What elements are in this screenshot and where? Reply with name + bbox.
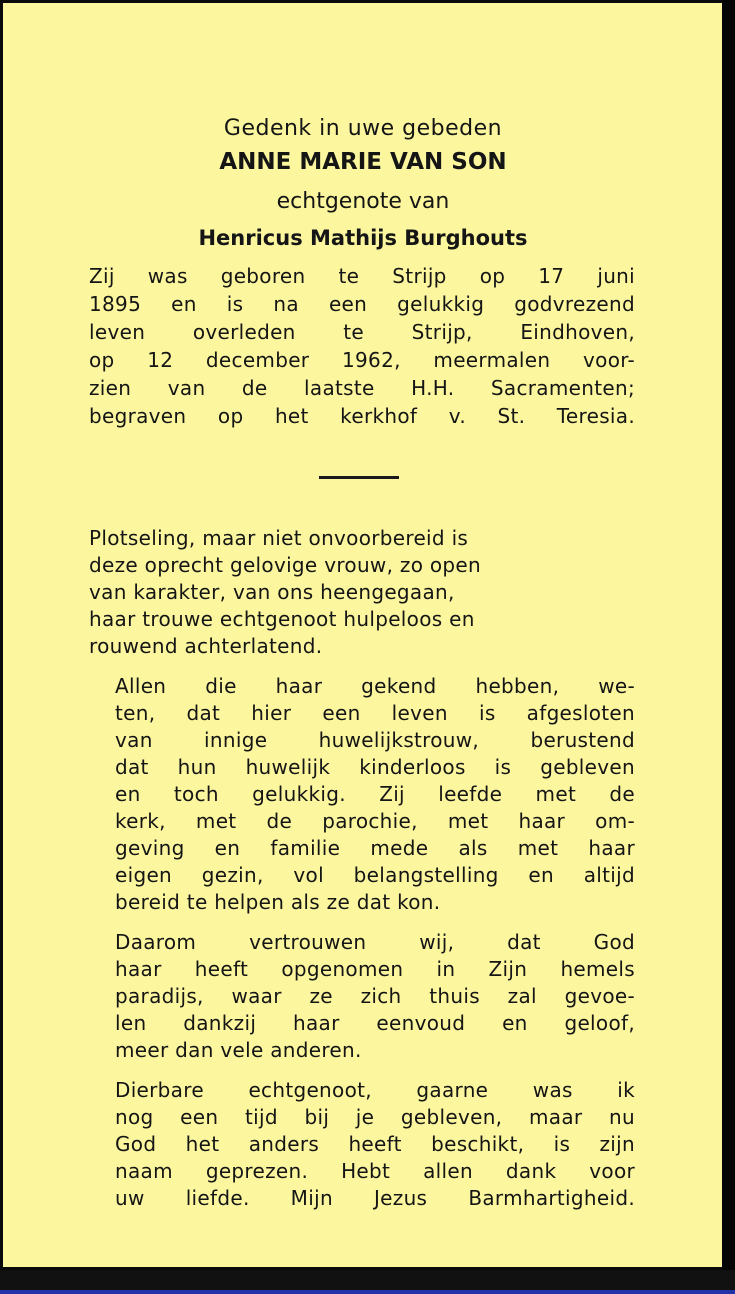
- text-line: Zij was geboren te Strijp op 17 juni: [89, 264, 635, 288]
- text-line: len dankzij haar eenvoud en geloof,: [115, 1011, 635, 1035]
- text-line: Dierbare echtgenoot, gaarne was ik: [115, 1078, 635, 1102]
- text-line: haar heeft opgenomen in Zijn hemels: [115, 957, 635, 981]
- deceased-name: ANNE MARIE VAN SON: [219, 149, 507, 175]
- tribute-paragraph: [89, 525, 635, 660]
- text-line: meer dan vele anderen.: [115, 1038, 362, 1062]
- text-line: Daarom vertrouwen wij, dat God: [115, 930, 635, 954]
- farewell-paragraph: [89, 1077, 635, 1212]
- text-line: ten, dat hier een leven is afgesloten: [115, 701, 635, 725]
- marriage-paragraph: [89, 673, 635, 916]
- text-line: eigen gezin, vol belangstelling en altijd: [115, 863, 635, 887]
- faith-paragraph: [89, 929, 635, 1064]
- text-line: 1895 en is na een gelukkig godvrezend: [89, 292, 635, 316]
- text-line: Allen die haar gekend hebben, we-: [115, 674, 635, 698]
- divider-rule: [319, 476, 399, 479]
- biography-paragraph: [89, 262, 635, 430]
- text-line: begraven op het kerkhof v. St. Teresia.: [89, 404, 635, 428]
- text-line: haar trouwe echtgenoot hulpeloos en: [89, 607, 475, 631]
- scan-border-bottom: [0, 1270, 735, 1294]
- memorial-card: [3, 3, 722, 1267]
- text-line: leven overleden te Strijp, Eindhoven,: [89, 320, 635, 344]
- relation-label: echtgenote van: [276, 189, 450, 214]
- text-line: zien van de laatste H.H. Sacramenten;: [89, 376, 635, 400]
- text-line: van karakter, van ons heengegaan,: [89, 580, 455, 604]
- scan-edge-blue: [0, 1290, 735, 1294]
- text-line: nog een tijd bij je gebleven, maar nu: [115, 1105, 635, 1129]
- text-line: bereid te helpen als ze dat kon.: [115, 890, 441, 914]
- text-line: deze oprecht gelovige vrouw, zo open: [89, 553, 482, 577]
- text-line: paradijs, waar ze zich thuis zal gevoe-: [115, 984, 635, 1008]
- text-line: naam geprezen. Hebt allen dank voor: [115, 1159, 635, 1183]
- text-line: kerk, met de parochie, met haar om-: [115, 809, 635, 833]
- text-line: en toch gelukkig. Zij leefde met de: [115, 782, 635, 806]
- text-line: op 12 december 1962, meermalen voor-: [89, 348, 635, 372]
- text-line: Plotseling, maar niet onvoorbereid is: [89, 526, 469, 550]
- text-line: van innige huwelijkstrouw, berustend: [115, 728, 635, 752]
- text-line: dat hun huwelijk kinderloos is gebleven: [115, 755, 635, 779]
- text-line: uw liefde. Mijn Jezus Barmhartigheid.: [115, 1186, 635, 1210]
- scan-border-right: [722, 0, 735, 1294]
- text-line last: rouwend achterlatend.: [89, 634, 323, 658]
- text-line: God het anders heeft beschikt, is zijn: [115, 1132, 635, 1156]
- prayer-invitation: Gedenk in uwe gebeden: [223, 116, 503, 141]
- spouse-name: Henricus Mathijs Burghouts: [198, 226, 528, 250]
- text-line: geving en familie mede als met haar: [115, 836, 635, 860]
